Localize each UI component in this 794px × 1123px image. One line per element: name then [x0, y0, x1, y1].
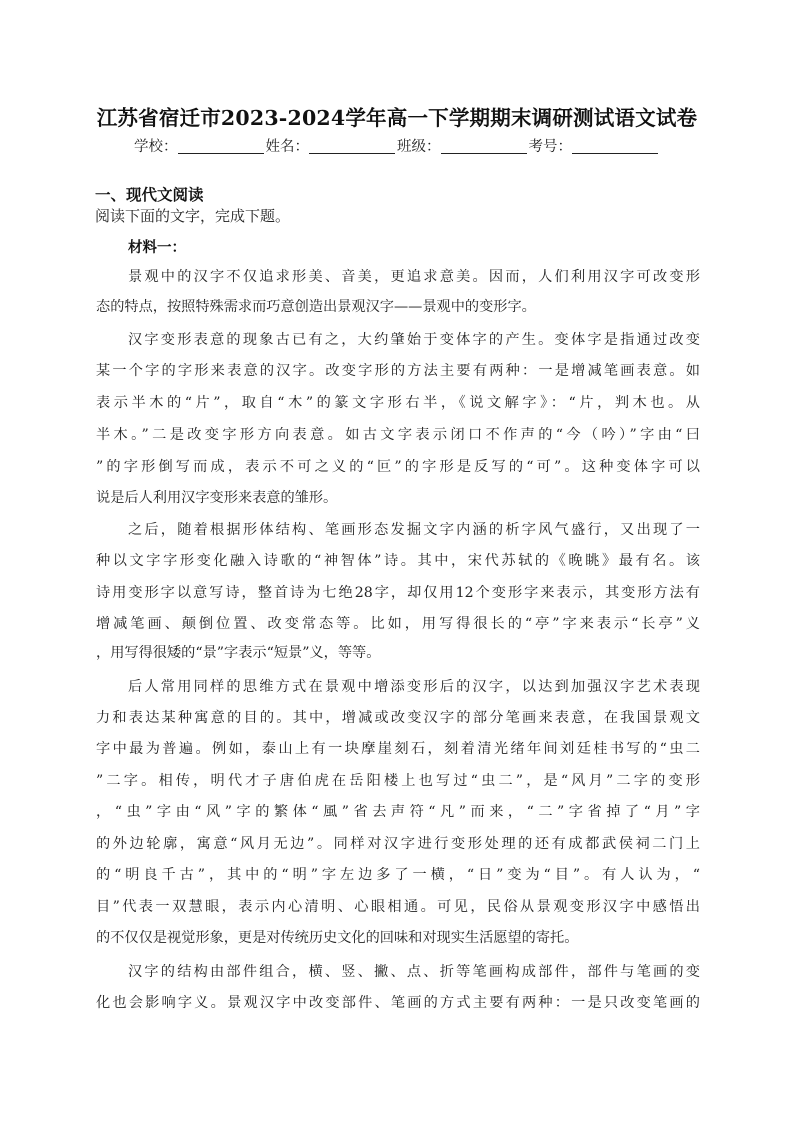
material-label: 材料一： — [128, 240, 186, 256]
class-blank[interactable] — [441, 139, 527, 154]
passage-line: 力和表达某种寓意的目的。其中，增减或改变汉字的部分笔画来表意，在我国景观文 — [96, 710, 700, 726]
passage-line: 之后，随着根据形体结构、笔画形态发掘文字内涵的析字风气盛行，又出现了一 — [128, 522, 700, 538]
passage-line: 的外边轮廓，寓意“风月无边”。同样对汉字进行变形处理的还有成都武侯祠二门上 — [96, 836, 700, 852]
passage-line: 汉字的结构由部件组合，横、竖、撇、点、折等笔画构成部件，部件与笔画的变 — [128, 964, 700, 980]
school-field[interactable] — [134, 135, 266, 156]
passage-line: 半木。”二是改变字形方向表意。如古文字表示闭口不作声的“今（吟）”字由“曰 — [96, 427, 700, 443]
passage-line: ”二字。相传，明代才子唐伯虎在岳阳楼上也写过“虫二”，是“风月”二字的变形 — [96, 773, 700, 789]
class-field[interactable] — [397, 135, 529, 156]
passage-line: 后人常用同样的思维方式在景观中增添变形后的汉字，以达到加强汉字艺术表现 — [128, 679, 700, 695]
passage-line: 增减笔画、颠倒位置、改变常态等。比如，用写得很长的“亭”字来表示“长亭”义 — [96, 616, 700, 632]
passage-line: 的不仅仅是视觉形象，更是对传统历史文化的回味和对现实生活愿望的寄托。 — [96, 930, 579, 946]
exam-number-field[interactable] — [529, 135, 661, 156]
passage-line: 诗用变形字以意写诗，整首诗为七绝28字，却仅用12个变形字来表示，其变形方法有 — [96, 585, 700, 601]
section-instruction: 阅读下面的文字，完成下题。 — [95, 207, 291, 225]
name-blank[interactable] — [309, 139, 395, 154]
exam-number-blank[interactable] — [572, 139, 658, 154]
passage-line: 说是后人利用汉字变形来表意的雏形。 — [96, 490, 338, 506]
name-field[interactable] — [266, 135, 398, 156]
passage-line: ，用写得很矮的“景”字表示“短景”义，等等。 — [96, 645, 381, 661]
passage-line: 某一个字的字形来表意的汉字。改变字形的方法主要有两种：一是增减笔画表意。如 — [96, 363, 700, 379]
passage-line: 种以文字字形变化融入诗歌的“神智体”诗。其中，宋代苏轼的《晚眺》最有名。该 — [96, 553, 700, 569]
passage-line: ”的字形倒写而成，表示不可之义的“叵”的字形是反写的“可”。这种变体字可以 — [96, 459, 700, 475]
passage-line: 景观中的汉字不仅追求形美、音美，更追求意美。因而，人们利用汉字可改变形 — [128, 269, 700, 285]
school-blank[interactable] — [178, 139, 264, 154]
student-info-line — [0, 135, 794, 156]
passage-line: 态的特点，按照特殊需求而巧意创造出景观汉字——景观中的变形字。 — [96, 299, 536, 315]
school-label: 学校： — [134, 139, 178, 155]
name-label: 姓名： — [265, 139, 309, 155]
passage-line: ，“虫”字由“风”字的繁体“風”省去声符“凡”而来，“二”字省掉了“月”字 — [96, 804, 700, 820]
passage-line: 表示半木的“片”，取自“木”的篆文字形右半，《说文解字》：“片，判木也。从 — [96, 395, 700, 411]
passage-line: 的“明良千古”，其中的“明”字左边多了一横，“日”变为“目”。有人认为，“ — [96, 867, 700, 883]
passage-line: 目”代表一双慧眼，表示内心清明、心眼相通。可见，民俗从景观变形汉字中感悟出 — [96, 899, 700, 915]
passage-line: 汉字变形表意的现象古已有之，大约肇始于变体字的产生。变体字是指通过改变 — [128, 332, 700, 348]
class-label: 班级： — [397, 139, 441, 155]
passage-line: 化也会影响字义。景观汉字中改变部件、笔画的方式主要有两种：一是只改变笔画的 — [96, 995, 700, 1011]
section-heading: 一、现代文阅读 — [95, 186, 204, 204]
document-title: 江苏省宿迁市2023-2024学年高一下学期期末调研测试语文试卷 — [96, 106, 698, 130]
exam-number-label: 考号： — [528, 139, 572, 155]
passage-line: 字中最为普遍。例如，泰山上有一块摩崖刻石，刻着清光绪年间刘廷桂书写的“虫二 — [96, 741, 700, 757]
